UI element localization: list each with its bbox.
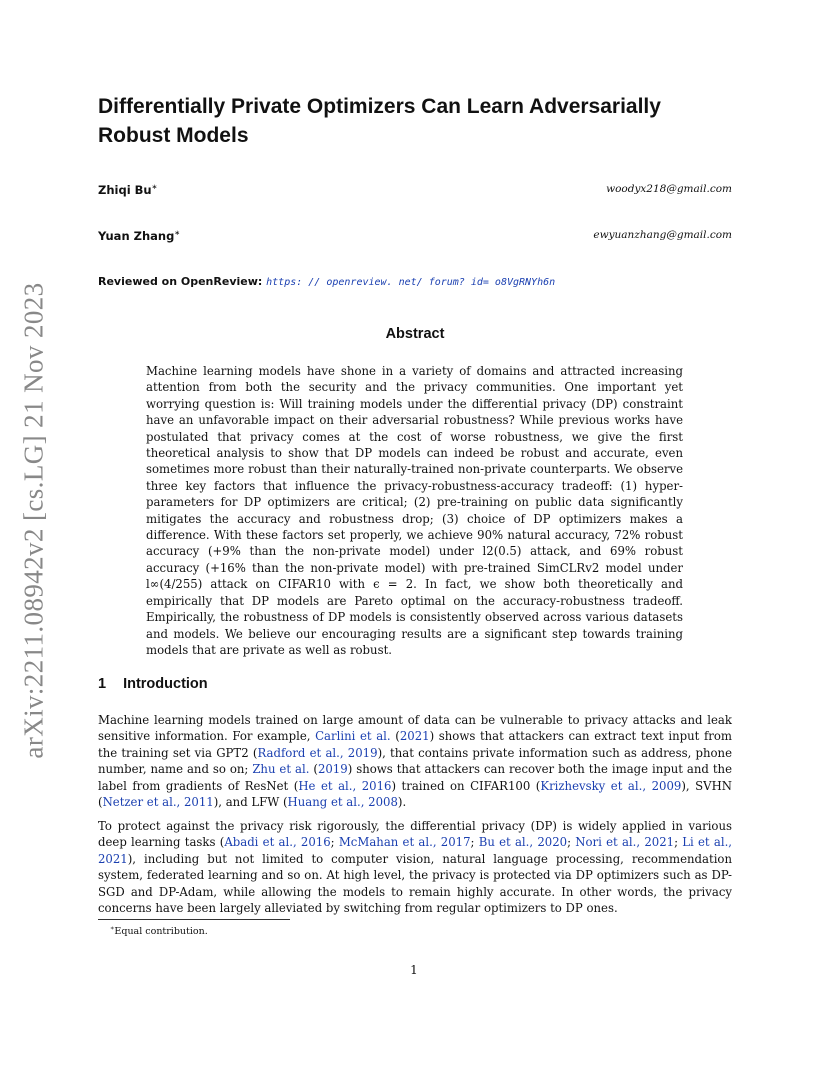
citation-link[interactable]: Huang et al., 2008 [287, 795, 398, 810]
citation-link[interactable]: 2019 [317, 762, 348, 777]
abstract-body: Machine learning models have shone in a variety of domains and attracted increasing attention from both the security and the privacy communities. One important yet worrying question is: Will training models under the differential privacy (DP) constraint have an unfavorable impact on their adversarial robustness? While previous works have postulated that privacy comes at the cost of worse robustness, we give the first theoretical analysis to show that DP models can indeed be robust and accurate, even sometimes more robust than their naturally-trained non-private counterparts. We observe three key factors that influence the privacy-robustness-accuracy tradeoff: (1) hyper-parameters for DP optimizers are critical; (2) pre-training on public data significantly mitigates the accuracy and robustness drop; (3) choice of DP optimizers makes a difference. With these factors set properly, we achieve 90% natural accuracy, 72% robust accuracy (+9% than the non-private model) under l2(0.5) attack, and 69% robust accuracy (+16% than the non-private model) with pre-trained SimCLRv2 model under l∞(4/255) attack on CIFAR10 with ϵ = 2. In fact, we show both theoretically and empirically that DP models are Pareto optimal on the accuracy-robustness tradeoff. Empirically, the robustness of DP models is consistently observed across various datasets and models. We believe our encouraging results are a significant step towards training models that are private as well as robust. [146, 364, 683, 657]
citation-link[interactable]: Zhu et al. [252, 762, 310, 777]
citation-link[interactable]: He et al., 2016 [298, 778, 392, 793]
footnote [110, 924, 208, 937]
citation-link[interactable]: Netzer et al., 2011 [102, 795, 214, 810]
author-name [98, 183, 157, 197]
section-number: 1 [98, 676, 107, 692]
paragraph-text: To protect against the privacy risk rigorously, the differential privacy (DP) is widely applied in various deep learning tasks ( [98, 819, 732, 850]
author-row-2 [98, 229, 732, 247]
review-line [98, 275, 555, 288]
paragraph-text: ), SVHN ( [98, 778, 732, 810]
paragraph-text: ( [390, 729, 400, 744]
intro-paragraph-1 [98, 712, 732, 810]
openreview-link[interactable]: https: // openreview. net/ forum? id= o8VgRNYh6n [266, 277, 556, 288]
paragraph-text: ), including but not limited to computer vision, natural language processing, recommendation system, federated learning and so on. At high level, the privacy is protected via DP optimizers such as DP-SGD and DP-Adam, while allowing the models to remain highly accurate. In other words, the privacy concerns have been largely alleviated by switching from regular optimizers to DP ones. [98, 851, 732, 916]
author-name-text: Yuan Zhang [98, 229, 175, 243]
intro-paragraph-2 [98, 818, 732, 916]
citation-link[interactable]: Radford et al., 2019 [257, 745, 378, 760]
paragraph-text: ; [674, 835, 683, 850]
author-name [98, 229, 180, 243]
page-number: 1 [410, 963, 418, 977]
citation-link[interactable]: Carlini et al. [315, 729, 391, 744]
author-mark: ∗ [151, 183, 158, 192]
author-mark: ∗ [174, 229, 181, 238]
citation-link[interactable]: Bu et al., 2020 [478, 835, 568, 850]
paragraph-text: ), that contains private information such as address, phone number, name and so on; [98, 745, 732, 777]
paragraph-text: ). [397, 795, 407, 810]
citation-link[interactable]: Nori et al., 2021 [575, 835, 675, 850]
arxiv-stamp [8, 270, 60, 770]
citation-link[interactable]: McMahan et al., 2017 [338, 835, 471, 850]
paragraph-text: ; [470, 835, 479, 850]
citation-link[interactable]: Li et al., 2021 [98, 835, 733, 866]
paragraph-text: ; [567, 835, 576, 850]
arxiv-stamp-text: arXiv:2211.08942v2 [cs.LG] 21 Nov 2023 [18, 281, 49, 759]
section-heading [98, 676, 208, 692]
author-email[interactable]: woodyx218@gmail.com [606, 183, 732, 195]
citation-link[interactable]: Krizhevsky et al., 2009 [540, 778, 682, 793]
paragraph-text: ) trained on CIFAR100 ( [391, 778, 541, 793]
footnote-mark: ∗ [110, 924, 115, 932]
paragraph-text: ; [330, 835, 339, 850]
paragraph-text: ) shows that attackers can recover both the image input and the label from gradients of ResNet ( [98, 762, 732, 793]
footnote-text: Equal contribution. [114, 926, 208, 938]
author-name-text: Zhiqi Bu [98, 183, 152, 197]
author-email[interactable]: ewyuanzhang@gmail.com [593, 229, 732, 241]
paragraph-text: ( [309, 762, 318, 777]
abstract-heading: Abstract [385, 326, 445, 342]
review-label: Reviewed on OpenReview: [98, 275, 263, 288]
paragraph-text: ) shows that attackers can extract text input from the training set via GPT2 ( [98, 729, 732, 760]
section-title: Introduction [123, 676, 208, 692]
paragraph-text: ), and LFW ( [213, 795, 288, 810]
citation-link[interactable]: Abadi et al., 2016 [224, 835, 331, 850]
citation-link[interactable]: 2021 [399, 729, 430, 744]
footnote-divider [98, 919, 290, 920]
author-row-1 [98, 183, 732, 201]
paragraph-text: Machine learning models trained on large amount of data can be vulnerable to privacy attacks and leak sensitive information. For example, [98, 713, 732, 744]
paper-title: Differentially Private Optimizers Can Learn Adversarially Robust Models [98, 95, 661, 147]
